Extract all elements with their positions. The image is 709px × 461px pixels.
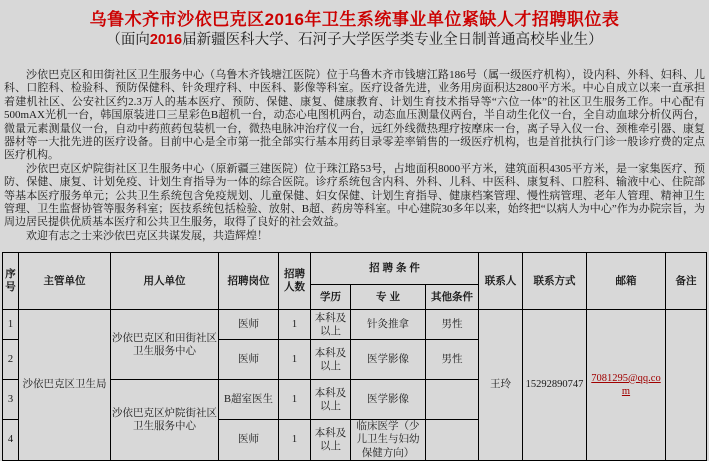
col-header-count: 招聘人数 (279, 253, 311, 310)
table-row (3, 310, 707, 340)
intro-section (4, 69, 705, 243)
cell-other: 男性 (426, 340, 479, 380)
recruitment-table (2, 252, 707, 460)
cell-contact-name: 王玲 (479, 310, 523, 460)
intro-paragraph-2: 沙依巴克区炉院街社区卫生服务中心（原新疆三建医院）位于珠江路53号，占地面积8000平方米，建筑面积4305平方米，是一家集医疗、预防、保健、康复、计划免疫、计划生育指导为一体的综合医院。诊疗系统包含内科、外科、儿科、中医科、康复科、口腔科、输液中心、住院部等基本医疗服务单元；公共卫生系统包含免疫规划、儿童保健、妇女保健、计划生育指导、健康档案管理、慢性病管理、老年人管理、精神卫生管理、卫生监督协管等服务科室；医技系统包括检验、放射、B超、药房等科室。中心建院30多年以来，始终把“以病人为中心”作为办院宗旨，为周边居民提供优质基本医疗和公共卫生服务，取得了良好的社会效益。 (4, 162, 705, 229)
cell-seq: 3 (3, 380, 19, 420)
cell-seq: 4 (3, 420, 19, 460)
cell-remarks (666, 310, 707, 460)
cell-email (587, 310, 666, 460)
col-header-conditions: 招 聘 条 件 (311, 253, 479, 285)
cell-major: 医学影像 (351, 380, 426, 420)
cell-position: B超室医生 (219, 380, 279, 420)
col-header-seq: 序号 (3, 253, 19, 310)
cell-education: 本科及以上 (311, 380, 351, 420)
cell-count: 1 (279, 420, 311, 460)
page-subtitle (0, 31, 709, 49)
col-header-contact-method: 联系方式 (523, 253, 587, 310)
intro-paragraph-1: 沙依巴克区和田街社区卫生服务中心（乌鲁木齐钱塘江医院）位于乌鲁木齐市钱塘江路186号（属一级医疗机构），设内科、外科、妇科、儿科、口腔科、检验科、预防保健科、针灸理疗科、中医科、影像等科室。医疗设备先进，业务用房面积达2800平方米。中心自成立以来一直承担着建机社区、公安社区约2.3万人的基本医疗、预防、保健、康复、健康教育、计划生育技术指导等“六位一体”的社区卫生服务工作。中心配有500mAX光机一台，韩国原装进口三星彩色B超机一台，动态心电图机两台，动态血压测量仪两台，半自动生化仪一台，全自动血球分析仪两台，微量元素测量仪一台，自动中药煎药包装机一台，微热电脉冲治疗仪一台，远红外线微热理疗按摩床一台，离子导入仪一台、颈椎牵引器、康复器材等一大批先进的医疗设备。目前中心是全市第一批全部实行基本用药目录零差率销售的一级医疗机构，也是首批执行门诊一般诊疗费的定点医疗机构。 (4, 69, 705, 162)
email-link[interactable]: 7081295@qq.com (591, 372, 661, 397)
col-header-education: 学历 (311, 285, 351, 310)
col-header-position: 招聘岗位 (219, 253, 279, 310)
cell-other (426, 380, 479, 420)
cell-supervisor-unit: 沙依巴克区卫生局 (19, 310, 111, 460)
cell-position: 医师 (219, 420, 279, 460)
col-header-major: 专 业 (351, 285, 426, 310)
page-title: 乌鲁木齐市沙依巴克区2016年卫生系统事业单位紧缺人才招聘职位表 (89, 10, 620, 29)
cell-seq: 1 (3, 310, 19, 340)
cell-education: 本科及以上 (311, 310, 351, 340)
cell-position: 医师 (219, 340, 279, 380)
cell-count: 1 (279, 380, 311, 420)
cell-major: 医学影像 (351, 340, 426, 380)
intro-paragraph-3: 欢迎有志之士来沙依巴克区共谋发展，共造辉煌！ (26, 229, 268, 242)
subtitle-prefix: （面向 (106, 32, 150, 48)
cell-position: 医师 (219, 310, 279, 340)
col-header-employer: 用人单位 (111, 253, 219, 310)
cell-other: 男性 (426, 310, 479, 340)
col-header-contact: 联系人 (479, 253, 523, 310)
cell-count: 1 (279, 340, 311, 380)
col-header-remarks: 备注 (666, 253, 707, 310)
cell-major: 针灸推拿 (351, 310, 426, 340)
cell-major: 临床医学（少儿卫生与妇幼保健方向） (351, 420, 426, 460)
cell-education: 本科及以上 (311, 420, 351, 460)
cell-other (426, 420, 479, 460)
table-header-row-1 (3, 253, 707, 285)
cell-employer-2: 沙依巴克区炉院街社区卫生服务中心 (111, 380, 219, 460)
cell-contact-phone: 15292890747 (523, 310, 587, 460)
col-header-supervisor: 主管单位 (19, 253, 111, 310)
cell-count: 1 (279, 310, 311, 340)
cell-employer-1: 沙依巴克区和田街社区卫生服务中心 (111, 310, 219, 380)
subtitle-year: 2016 (149, 32, 183, 48)
col-header-email: 邮箱 (587, 253, 666, 310)
col-header-other: 其他条件 (426, 285, 479, 310)
subtitle-suffix: 届新疆医科大学、石河子大学医学类专业全日制普通高校毕业生） (182, 32, 603, 48)
cell-seq: 2 (3, 340, 19, 380)
cell-education: 本科及以上 (311, 340, 351, 380)
